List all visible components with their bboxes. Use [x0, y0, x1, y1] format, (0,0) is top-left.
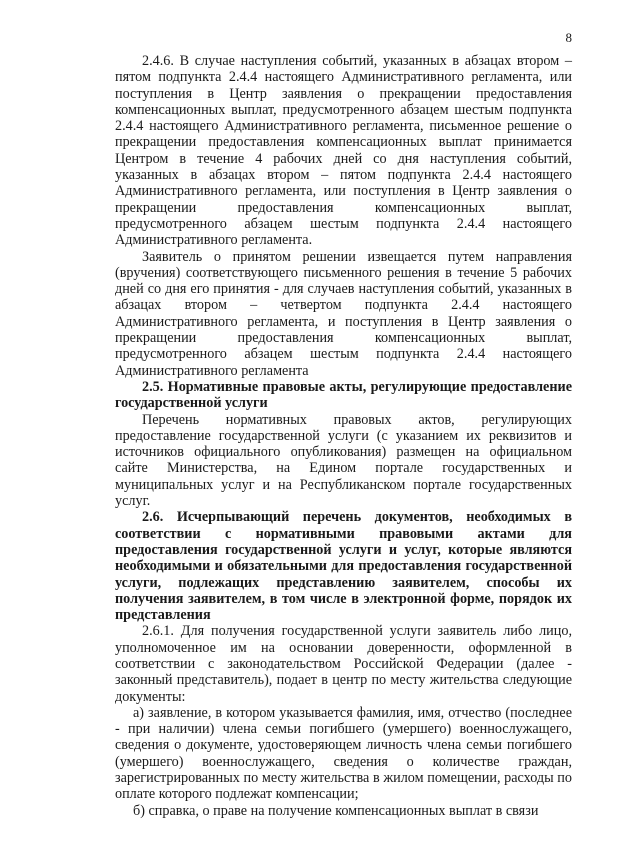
paragraph-2-6-1-a: а) заявление, в котором указывается фамилия, имя, отчество (последнее - при наличии) члена семьи погибшего (умершего) военнослужащего, сведения о документе, удостоверяющем личность члена семьи погибшего (умершего) военнослужащего, сведения о количестве граждан, зарегистрированных по месту жительства в жилом помещении, расходы по оплате которого подлежат компенсации;: [115, 704, 572, 803]
paragraph-notification: Заявитель о принятом решении извещается путем направления (вручения) соответствующего письменного решения в течение 5 рабочих дней со дня его принятия - для случаев наступления событий, указанных в абзацах втором – четвертом подпункта 2.4.4 настоящего Административного регламента, и поступления в Центр заявления о прекращении предоставления компенсационных выплат, предусмотренного абзацем шестым подпункта 2.4.4 настоящего Административного регламента: [115, 248, 572, 379]
page-content: [115, 53, 572, 819]
paragraph-2-4-6: 2.4.6. В случае наступления событий, указанных в абзацах втором – пятом подпункта 2.4.4 настоящего Административного регламента, или поступления в Центр заявления о прекращении предоставления компенсационных выплат, предусмотренного абзацем шестым подпункта 2.4.4 настоящего Административного регламента, письменное решение о прекращении предоставления компенсационных выплат принимается Центром в течение 4 рабочих дней со дня наступления событий, указанных в абзацах втором – пятом подпункта 2.4.4 настоящего Административного регламента, или поступления в Центр заявления о прекращении предоставления компенсационных выплат, предусмотренного абзацем шестым подпункта 2.4.4 настоящего Административного регламента.: [115, 53, 572, 249]
heading-2-6: 2.6. Исчерпывающий перечень документов, необходимых в соответствии с нормативными правовыми актами для предоставления государственной услуги и услуг, которые являются необходимыми и обязательными для предоставления государственной услуги, подлежащих представлению заявителем, способы их получения заявителем, в том числе в электронной форме, порядок их представления: [115, 509, 572, 624]
paragraph-2-6-1: 2.6.1. Для получения государственной услуги заявитель либо лицо, уполномоченное им на основании доверенности, оформленной в соответствии с законодательством Российской Федерации (далее - законный представитель), подает в центр по месту жительства следующие документы:: [115, 623, 572, 705]
heading-2-5: 2.5. Нормативные правовые акты, регулирующие предоставление государственной услуги: [115, 378, 572, 412]
paragraph-2-5: Перечень нормативных правовых актов, регулирующих предоставление государственной услуги (с указанием их реквизитов и источников официального опубликования) размещен на официальном сайте Министерства, на Едином портале государственных и муниципальных услуг и на Республиканском портале государственных услуг.: [115, 411, 572, 510]
paragraph-2-6-1-b: б) справка, о праве на получение компенсационных выплат в связи: [133, 802, 539, 819]
page-number: 8: [565, 30, 572, 45]
